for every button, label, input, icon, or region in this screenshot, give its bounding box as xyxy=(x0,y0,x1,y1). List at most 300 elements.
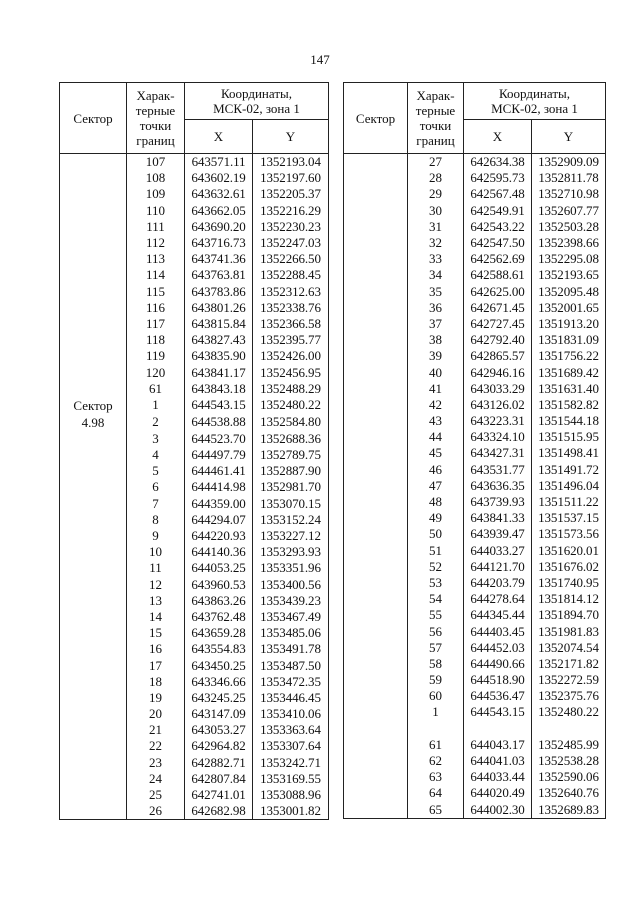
cell-sector xyxy=(344,235,408,251)
cell-y: 1352272.59 xyxy=(532,672,606,688)
cell-num: 120 xyxy=(127,364,185,380)
cell-y: 1352295.08 xyxy=(532,251,606,267)
cell-num: 5 xyxy=(127,463,185,479)
table-row xyxy=(60,447,329,463)
table-row xyxy=(344,607,606,623)
cell-y: 1352688.36 xyxy=(253,431,329,447)
cell-y: 1352230.23 xyxy=(253,219,329,235)
table-row xyxy=(60,170,329,186)
cell-num: 60 xyxy=(408,688,464,704)
table-row xyxy=(344,251,606,267)
cell-sector xyxy=(60,706,127,722)
table-row xyxy=(344,737,606,753)
cell-x: 643739.93 xyxy=(464,494,532,510)
cell-num: 50 xyxy=(408,526,464,542)
cell-x: 642741.01 xyxy=(185,787,253,803)
table-row xyxy=(344,543,606,559)
cell-x: 644518.90 xyxy=(464,672,532,688)
cell-y: 1351689.42 xyxy=(532,364,606,380)
cell-y: 1352193.04 xyxy=(253,154,329,171)
cell-sector xyxy=(60,512,127,528)
table-row xyxy=(344,802,606,819)
table-row xyxy=(344,575,606,591)
cell-num: 2 xyxy=(127,414,185,431)
header-sector: Сектор xyxy=(60,83,127,154)
cell-x: 644543.15 xyxy=(464,704,532,720)
cell-num: 6 xyxy=(127,479,185,495)
table-row xyxy=(60,755,329,771)
table-row xyxy=(344,494,606,510)
cell-num: 21 xyxy=(127,722,185,738)
cell-sector xyxy=(60,186,127,202)
cell-sector xyxy=(60,332,127,348)
table-row xyxy=(344,478,606,494)
cell-sector xyxy=(60,496,127,512)
cell-x: 643843.18 xyxy=(185,381,253,397)
cell-y: 1353242.71 xyxy=(253,755,329,771)
cell-x: 643659.28 xyxy=(185,625,253,641)
cell-x: 643801.26 xyxy=(185,300,253,316)
cell-x: 642595.73 xyxy=(464,170,532,186)
table-row xyxy=(60,496,329,512)
table-row xyxy=(60,348,329,364)
cell-x: 644403.45 xyxy=(464,623,532,639)
cell-sector xyxy=(60,560,127,576)
cell-x: 643147.09 xyxy=(185,706,253,722)
cell-num: 13 xyxy=(127,593,185,609)
table-row xyxy=(60,528,329,544)
cell-sector xyxy=(60,479,127,495)
cell-num: 23 xyxy=(127,755,185,771)
table-row xyxy=(60,577,329,593)
cell-y: 1353307.64 xyxy=(253,738,329,754)
cell-num: 55 xyxy=(408,607,464,623)
cell-num: 43 xyxy=(408,413,464,429)
cell-y: 1352426.00 xyxy=(253,348,329,364)
table-row xyxy=(344,640,606,656)
cell-x: 644461.41 xyxy=(185,463,253,479)
cell-sector xyxy=(344,543,408,559)
cell-x: 643636.35 xyxy=(464,478,532,494)
cell-sector xyxy=(60,431,127,447)
cell-x gap xyxy=(464,721,532,737)
cell-x: 643554.83 xyxy=(185,641,253,657)
cell-num: 61 xyxy=(127,381,185,397)
cell-y: 1352205.37 xyxy=(253,186,329,202)
table-row xyxy=(60,641,329,657)
cell-sector xyxy=(60,284,127,300)
table-row xyxy=(60,463,329,479)
cell-sector xyxy=(344,203,408,219)
table-row xyxy=(60,690,329,706)
cell-sector xyxy=(60,674,127,690)
cell-x: 643571.11 xyxy=(185,154,253,171)
cell-y: 1353400.56 xyxy=(253,577,329,593)
cell-sector xyxy=(344,753,408,769)
table-row xyxy=(344,623,606,639)
cell-y: 1352001.65 xyxy=(532,300,606,316)
table-row xyxy=(344,656,606,672)
cell-y: 1352488.29 xyxy=(253,381,329,397)
table-row xyxy=(60,316,329,332)
table-row xyxy=(60,251,329,267)
cell-y: 1353487.50 xyxy=(253,657,329,673)
cell-x: 642727.45 xyxy=(464,316,532,332)
cell-x: 643602.19 xyxy=(185,170,253,186)
cell-sector xyxy=(60,364,127,380)
cell-sector xyxy=(60,755,127,771)
cell-x: 644220.93 xyxy=(185,528,253,544)
cell-x: 644020.49 xyxy=(464,785,532,801)
cell-num: 44 xyxy=(408,429,464,445)
table-row xyxy=(60,738,329,754)
cell-y: 1353293.93 xyxy=(253,544,329,560)
cell-sector xyxy=(344,462,408,478)
coordinates-table-right xyxy=(343,82,606,819)
cell-num: 38 xyxy=(408,332,464,348)
cell-y: 1352366.58 xyxy=(253,316,329,332)
cell-sector xyxy=(60,641,127,657)
cell-sector xyxy=(344,802,408,819)
cell-num: 18 xyxy=(127,674,185,690)
table-row xyxy=(60,625,329,641)
cell-x: 644452.03 xyxy=(464,640,532,656)
header-coordinates: Координаты, МСК-02, зона 1 xyxy=(464,83,606,120)
table-body-left xyxy=(60,154,329,820)
cell-y: 1351620.01 xyxy=(532,543,606,559)
cell-x: 644033.44 xyxy=(464,769,532,785)
cell-x: 643960.53 xyxy=(185,577,253,593)
cell-x: 643450.25 xyxy=(185,657,253,673)
cell-y: 1352193.65 xyxy=(532,267,606,283)
cell-x: 643324.10 xyxy=(464,429,532,445)
cell-sector xyxy=(344,591,408,607)
cell-num: 20 xyxy=(127,706,185,722)
cell-y: 1351511.22 xyxy=(532,494,606,510)
table-row xyxy=(60,267,329,283)
cell-x: 644041.03 xyxy=(464,753,532,769)
cell-x: 644345.44 xyxy=(464,607,532,623)
cell-y: 1352216.29 xyxy=(253,203,329,219)
cell-sector xyxy=(60,803,127,820)
cell-y: 1352247.03 xyxy=(253,235,329,251)
cell-x: 644543.15 xyxy=(185,397,253,414)
cell-num: 58 xyxy=(408,656,464,672)
cell-sector xyxy=(344,769,408,785)
cell-num: 65 xyxy=(408,802,464,819)
cell-num: 41 xyxy=(408,381,464,397)
cell-y: 1353088.96 xyxy=(253,787,329,803)
cell-x: 643841.17 xyxy=(185,364,253,380)
cell-y: 1353363.64 xyxy=(253,722,329,738)
table-row xyxy=(344,769,606,785)
cell-sector xyxy=(60,154,127,171)
cell-x: 644121.70 xyxy=(464,559,532,575)
cell-y: 1351631.40 xyxy=(532,381,606,397)
table-row xyxy=(344,332,606,348)
table-row xyxy=(60,219,329,235)
cell-y: 1351498.41 xyxy=(532,445,606,461)
table-row xyxy=(344,462,606,478)
cell-sector xyxy=(344,316,408,332)
cell-x: 644053.25 xyxy=(185,560,253,576)
cell-x: 643223.31 xyxy=(464,413,532,429)
cell-sector xyxy=(344,656,408,672)
cell-sector xyxy=(344,284,408,300)
cell-num: 1 xyxy=(408,704,464,720)
cell-sector xyxy=(344,672,408,688)
cell-sector xyxy=(60,528,127,544)
cell-y: 1352590.06 xyxy=(532,769,606,785)
cell-num: 24 xyxy=(127,771,185,787)
table-row xyxy=(60,300,329,316)
cell-sector xyxy=(344,607,408,623)
cell-y: 1352584.80 xyxy=(253,414,329,431)
table-row xyxy=(344,267,606,283)
cell-sector xyxy=(344,154,408,171)
cell-y: 1353001.82 xyxy=(253,803,329,820)
table-row xyxy=(344,170,606,186)
cell-num: 59 xyxy=(408,672,464,688)
cell-sector xyxy=(344,640,408,656)
cell-sector: Сектор xyxy=(60,397,127,414)
cell-y: 1352538.28 xyxy=(532,753,606,769)
cell-sector xyxy=(344,219,408,235)
cell-y: 1353491.78 xyxy=(253,641,329,657)
table-row xyxy=(344,154,606,171)
cell-num: 52 xyxy=(408,559,464,575)
cell-x: 643126.02 xyxy=(464,397,532,413)
cell-y: 1351491.72 xyxy=(532,462,606,478)
cell-y: 1351544.18 xyxy=(532,413,606,429)
cell-sector xyxy=(344,332,408,348)
cell-sector xyxy=(344,413,408,429)
cell-x: 643033.29 xyxy=(464,381,532,397)
cell-num: 36 xyxy=(408,300,464,316)
cell-num: 62 xyxy=(408,753,464,769)
table-row xyxy=(60,332,329,348)
cell-num: 114 xyxy=(127,267,185,283)
cell-x: 643783.86 xyxy=(185,284,253,300)
cell-y: 1353070.15 xyxy=(253,496,329,512)
cell-y gap xyxy=(532,721,606,737)
table-row xyxy=(60,381,329,397)
table-row xyxy=(60,803,329,820)
cell-num: 107 xyxy=(127,154,185,171)
table-row xyxy=(60,771,329,787)
table-row xyxy=(60,364,329,380)
table-row xyxy=(60,560,329,576)
cell-num: 22 xyxy=(127,738,185,754)
cell-y: 1352689.83 xyxy=(532,802,606,819)
table-row xyxy=(344,203,606,219)
cell-x: 642682.98 xyxy=(185,803,253,820)
cell-y: 1351582.82 xyxy=(532,397,606,413)
cell-num: 37 xyxy=(408,316,464,332)
cell-x: 643632.61 xyxy=(185,186,253,202)
table-row xyxy=(344,300,606,316)
cell-num: 1 xyxy=(127,397,185,414)
cell-sector xyxy=(60,577,127,593)
cell-x: 642964.82 xyxy=(185,738,253,754)
cell-sector xyxy=(344,526,408,542)
table-row xyxy=(60,397,329,414)
cell-x: 643662.05 xyxy=(185,203,253,219)
cell-sector xyxy=(344,429,408,445)
table-row xyxy=(60,235,329,251)
cell-x: 643939.47 xyxy=(464,526,532,542)
cell-y: 1351831.09 xyxy=(532,332,606,348)
cell-y: 1352480.22 xyxy=(532,704,606,720)
header-y: Y xyxy=(253,120,329,154)
cell-sector xyxy=(60,251,127,267)
cell-sector xyxy=(60,657,127,673)
table-row xyxy=(344,381,606,397)
cell-sector xyxy=(344,364,408,380)
cell-x: 642865.57 xyxy=(464,348,532,364)
cell-num: 42 xyxy=(408,397,464,413)
cell-sector xyxy=(60,625,127,641)
table-row xyxy=(60,722,329,738)
cell-y: 1352375.76 xyxy=(532,688,606,704)
table-row xyxy=(60,787,329,803)
table-row xyxy=(60,186,329,202)
cell-y: 1352503.28 xyxy=(532,219,606,235)
cell-num: 4 xyxy=(127,447,185,463)
cell-y: 1352789.75 xyxy=(253,447,329,463)
cell-x: 642882.71 xyxy=(185,755,253,771)
cell-num: 26 xyxy=(127,803,185,820)
table-row xyxy=(344,704,606,720)
page-number: 147 xyxy=(310,52,330,67)
cell-x: 643763.81 xyxy=(185,267,253,283)
cell-x: 643815.84 xyxy=(185,316,253,332)
cell-x: 642792.40 xyxy=(464,332,532,348)
table-row xyxy=(344,672,606,688)
cell-y: 1353227.12 xyxy=(253,528,329,544)
header-sector: Сектор xyxy=(344,83,408,154)
cell-sector xyxy=(60,235,127,251)
cell-y: 1352480.22 xyxy=(253,397,329,414)
cell-x: 642625.00 xyxy=(464,284,532,300)
cell-x: 643841.33 xyxy=(464,510,532,526)
cell-num: 27 xyxy=(408,154,464,171)
table-row xyxy=(344,559,606,575)
table-row xyxy=(60,706,329,722)
cell-y: 1353467.49 xyxy=(253,609,329,625)
table-row xyxy=(344,526,606,542)
cell-num: 116 xyxy=(127,300,185,316)
cell-sector xyxy=(344,494,408,510)
cell-y: 1351756.22 xyxy=(532,348,606,364)
cell-y: 1353485.06 xyxy=(253,625,329,641)
table-row xyxy=(60,431,329,447)
header-points: Харак- терные точки границ xyxy=(127,83,185,154)
cell-x: 644140.36 xyxy=(185,544,253,560)
cell-sector xyxy=(60,609,127,625)
cell-sector xyxy=(60,219,127,235)
cell-num: 49 xyxy=(408,510,464,526)
cell-num: 117 xyxy=(127,316,185,332)
cell-sector xyxy=(344,688,408,704)
cell-sector xyxy=(60,544,127,560)
cell-num: 10 xyxy=(127,544,185,560)
cell-sector xyxy=(60,722,127,738)
cell-sector xyxy=(344,348,408,364)
cell-y: 1351814.12 xyxy=(532,591,606,607)
cell-y: 1352887.90 xyxy=(253,463,329,479)
cell-y: 1351913.20 xyxy=(532,316,606,332)
cell-num: 115 xyxy=(127,284,185,300)
table-row xyxy=(344,510,606,526)
cell-sector xyxy=(60,593,127,609)
cell-sector xyxy=(344,170,408,186)
cell-num: 111 xyxy=(127,219,185,235)
cell-x: 642588.61 xyxy=(464,267,532,283)
cell-y: 1352710.98 xyxy=(532,186,606,202)
cell-y: 1353351.96 xyxy=(253,560,329,576)
cell-sector xyxy=(60,738,127,754)
cell-y: 1352197.60 xyxy=(253,170,329,186)
cell-y: 1351537.15 xyxy=(532,510,606,526)
cell-num: 35 xyxy=(408,284,464,300)
cell-y: 1352074.54 xyxy=(532,640,606,656)
coordinates-table-left xyxy=(59,82,329,820)
cell-num: 12 xyxy=(127,577,185,593)
cell-y: 1353446.45 xyxy=(253,690,329,706)
cell-sector xyxy=(60,300,127,316)
table-row xyxy=(344,785,606,801)
cell-num: 119 xyxy=(127,348,185,364)
table-row xyxy=(344,348,606,364)
cell-sector xyxy=(60,348,127,364)
cell-x: 643741.36 xyxy=(185,251,253,267)
cell-x: 643762.48 xyxy=(185,609,253,625)
cell-x: 644278.64 xyxy=(464,591,532,607)
table-row xyxy=(344,688,606,704)
cell-num: 17 xyxy=(127,657,185,673)
cell-num: 3 xyxy=(127,431,185,447)
cell-x: 643346.66 xyxy=(185,674,253,690)
cell-num: 63 xyxy=(408,769,464,785)
cell-y: 1352981.70 xyxy=(253,479,329,495)
cell-num: 7 xyxy=(127,496,185,512)
cell-y: 1351740.95 xyxy=(532,575,606,591)
cell-sector xyxy=(344,559,408,575)
cell-sector xyxy=(60,381,127,397)
cell-y: 1352811.78 xyxy=(532,170,606,186)
table-gap-row xyxy=(344,721,606,737)
cell-num: 15 xyxy=(127,625,185,641)
cell-x: 644043.17 xyxy=(464,737,532,753)
cell-num: 28 xyxy=(408,170,464,186)
table-row xyxy=(344,397,606,413)
cell-y: 1351515.95 xyxy=(532,429,606,445)
cell-sector xyxy=(344,251,408,267)
cell-sector xyxy=(344,785,408,801)
table-row xyxy=(344,591,606,607)
cell-sector xyxy=(344,704,408,720)
cell-x: 644414.98 xyxy=(185,479,253,495)
cell-num: 39 xyxy=(408,348,464,364)
header-x: X xyxy=(185,120,253,154)
cell-x: 643690.20 xyxy=(185,219,253,235)
cell-x: 644490.66 xyxy=(464,656,532,672)
cell-x: 644203.79 xyxy=(464,575,532,591)
cell-num: 118 xyxy=(127,332,185,348)
cell-sector xyxy=(60,463,127,479)
cell-num: 46 xyxy=(408,462,464,478)
